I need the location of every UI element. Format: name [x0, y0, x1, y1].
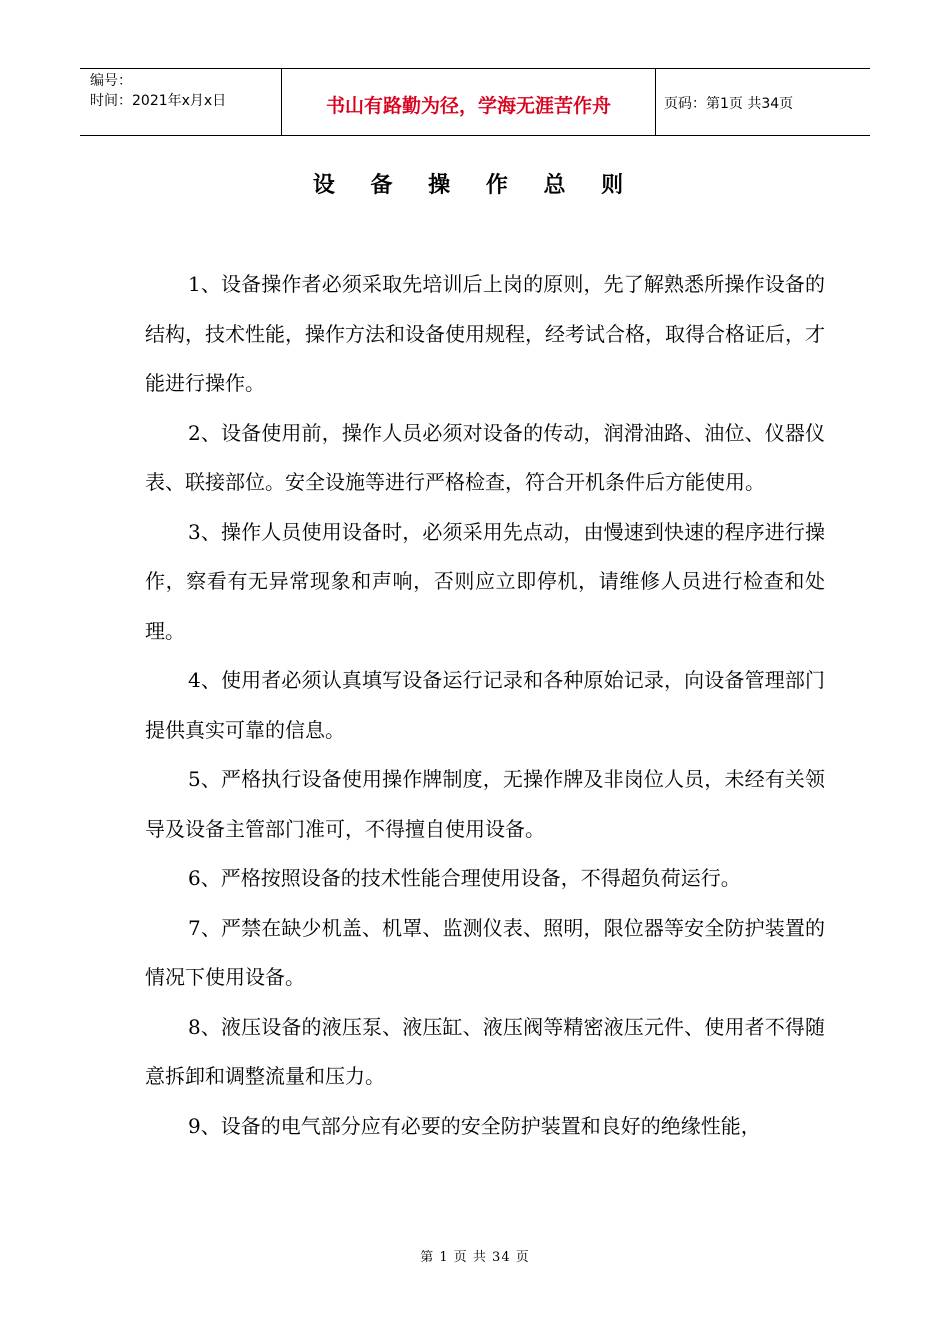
page-header [80, 68, 870, 136]
header-page-info: 页码：第1页 共34页 [664, 96, 794, 112]
paragraph-3: 3、操作人员使用设备时，必须采用先点动，由慢速到快速的程序进行操作，察看有无异常现象和声响，否则应立即停机，请维修人员进行检查和处理。 [145, 519, 825, 643]
paragraph-1: 1、设备操作者必须采取先培训后上岗的原则，先了解熟悉所操作设备的结构，技术性能，操作方法和设备使用规程，经考试合格，取得合格证后，才能进行操作。 [145, 272, 825, 395]
header-motto: 书山有路勤为径，学海无涯苦作舟 [282, 69, 656, 135]
paragraph-4: 4、使用者必须认真填写设备运行记录和各种原始记录，向设备管理部门提供真实可靠的信息。 [145, 668, 825, 742]
page-footer: 第 1 页 共 34 页 [420, 1250, 530, 1265]
header-meta [80, 69, 282, 135]
paragraph-7: 7、严禁在缺少机盖、机罩、监测仪表、照明，限位器等安全防护装置的情况下使用设备。 [145, 915, 825, 989]
paragraph-6: 6、严格按照设备的技术性能合理使用设备，不得超负荷运行。 [188, 866, 741, 890]
document-number-label: 编号： [90, 73, 132, 89]
paragraph-5: 5、严格执行设备使用操作牌制度，无操作牌及非岗位人员，未经有关领导及设备主管部门准可，不得擅自使用设备。 [145, 767, 825, 841]
paragraph-2: 2、设备使用前，操作人员必须对设备的传动，润滑油路、油位、仪器仪表、联接部位。安全设施等进行严格检查，符合开机条件后方能使用。 [145, 420, 825, 494]
document-body [145, 260, 825, 1151]
paragraph-9: 9、设备的电气部分应有必要的安全防护装置和良好的绝缘性能， [188, 1113, 761, 1138]
paragraph-8: 8、液压设备的液压泵、液压缸、液压阀等精密液压元件、使用者不得随意拆卸和调整流量和压力。 [145, 1014, 825, 1088]
document-title: 设 备 操 作 总 则 [312, 173, 638, 198]
document-date: 时间：2021年x月x日 [90, 93, 227, 109]
